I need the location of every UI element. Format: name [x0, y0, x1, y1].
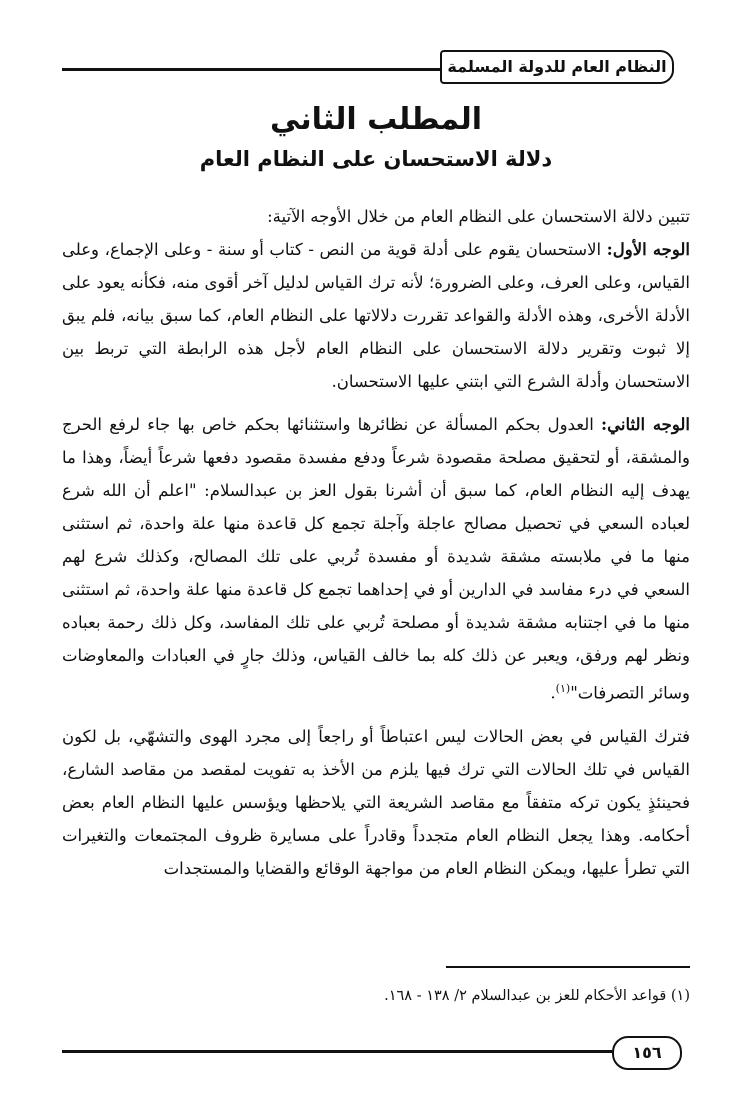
intro-paragraph [62, 200, 690, 233]
section-subtitle: دلالة الاستحسان على النظام العام [199, 147, 553, 171]
intro-text: تتبين دلالة الاستحسان على النظام العام من خلال الأوجه الآتية: [267, 207, 690, 226]
section-title: المطلب الثاني [269, 102, 482, 137]
first-aspect-paragraph [62, 233, 690, 398]
conclusion-paragraph [62, 720, 690, 885]
footnote-marker[interactable]: (١) [555, 682, 571, 695]
footer-rule [62, 1050, 632, 1053]
header-rule [62, 68, 496, 71]
running-header [62, 46, 674, 84]
conclusion-text: فترك القياس في بعض الحالات ليس اعتباطاً أو راجعاً إلى مجرد الهوى والتشهّي، بل لكون القياس في تلك الحالات التي ترك فيها يلزم من الأخذ به تفويت لمقصد من مقاصد الشارع، فحينئذٍ يكون تركه متفقاً مع مقاصد الشريعة التي يلاحظها ويؤسس عليها النظام العام بعض أحكامه. وهذا يجعل النظام العام متجدداً وقادراً على مسايرة ظروف المجتمعات والتغيرات التي تطرأ عليها، ويمكن النظام العام من مواجهة الوقائع والقضايا والمستجدات [62, 726, 690, 878]
running-title: النظام العام للدولة المسلمة [440, 50, 674, 84]
first-aspect-lead: الوجه الأول: [606, 240, 690, 259]
page-number: ١٥٦ [612, 1036, 682, 1070]
page-footer [62, 1028, 682, 1068]
second-aspect-text: العدول بحكم المسألة عن نظائرها واستثنائها بحكم خاص بها جاء لرفع الحرج والمشقة، أو لتحقيق مصلحة مقصودة شرعاً ودفع مفسدة مقصود دفعها شرعاً أيضاً، وهذا ما يهدف إليه النظام العام، كما سبق أن أشرنا بقول العز بن عبدالسلام: "اعلم أن الله شرع لعباده السعي في تحصيل مصالح عاجلة وآجلة تجمع كل قاعدة منها علة واحدة، ثم استثنى منها ما في ملابسته مشقة شديدة أو مفسدة تُربي على تلك المصالح، وكذلك شرع لهم السعي في درء مفاسد في الدارين أو في إحداهما تجمع كل قاعدة منها علة واحدة، ثم استثنى منها ما في اجتنابه مشقة شديدة أو مصلحة تُربي على تلك المفاسد، وكل ذلك رحمة بعباده ونظر لهم ورفق، ويعبر عن ذلك كله بما خالف القياس، وذلك جارٍ في العبادات والمعاوضات وسائر التصرفات" [62, 415, 690, 703]
second-aspect-paragraph: الوجه الثاني: العدول بحكم المسألة عن نظائرها واستثنائها بحكم خاص بها جاء لرفع الحرج والمشقة، أو لتحقيق مصلحة مقصودة شرعاً ودفع مفسدة مقصود دفعها شرعاً أيضاً، وهذا ما يهدف إليه النظام العام، كما سبق أن أشرنا بقول العز بن عبدالسلام: "اعلم أن الله شرع لعباده السعي في تحصيل مصالح عاجلة وآجلة تجمع كل قاعدة منها علة واحدة، ثم استثنى منها ما في ملابسته مشقة شديدة أو مفسدة تُربي على تلك المصالح، وكذلك شرع لهم السعي في درء مفاسد في الدارين أو في إحداهما تجمع كل قاعدة منها علة واحدة، ثم استثنى منها ما في اجتنابه مشقة شديدة أو مصلحة تُربي على تلك المفاسد، وكل ذلك رحمة بعباده ونظر لهم ورفق، ويعبر عن ذلك كله بما خالف القياس، وذلك جارٍ في العبادات والمعاوضات وسائر التصرفات"$^{(١)}$. [62, 415, 691, 703]
footnote: (١) قواعد الأحكام للعز بن عبدالسلام ٢/ ١٣٨ - ١٦٨. [384, 988, 690, 1004]
body-text [62, 200, 690, 885]
second-aspect-lead: الوجه الثاني: [601, 415, 691, 434]
footnote-rule [446, 966, 690, 968]
first-aspect-text: الاستحسان يقوم على أدلة قوية من النص - كتاب أو سنة - وعلى الإجماع، وعلى القياس، وعلى العرف، وعلى الضرورة؛ لأنه ترك القياس لدليل آخر أقوى منه، فكأنه يعود على الأدلة الأخرى، وهذه الأدلة والقواعد تقررت دلالاتها على النظام العام، كما سبق بيانه، فلم يبق إلا ثبوت وتقرير دلالة الاستحسان على النظام العام لأجل هذه الرابطة التي تربط بين الاستحسان وأدلة الشرع التي ابتني عليها الاستحسان. [62, 240, 690, 391]
